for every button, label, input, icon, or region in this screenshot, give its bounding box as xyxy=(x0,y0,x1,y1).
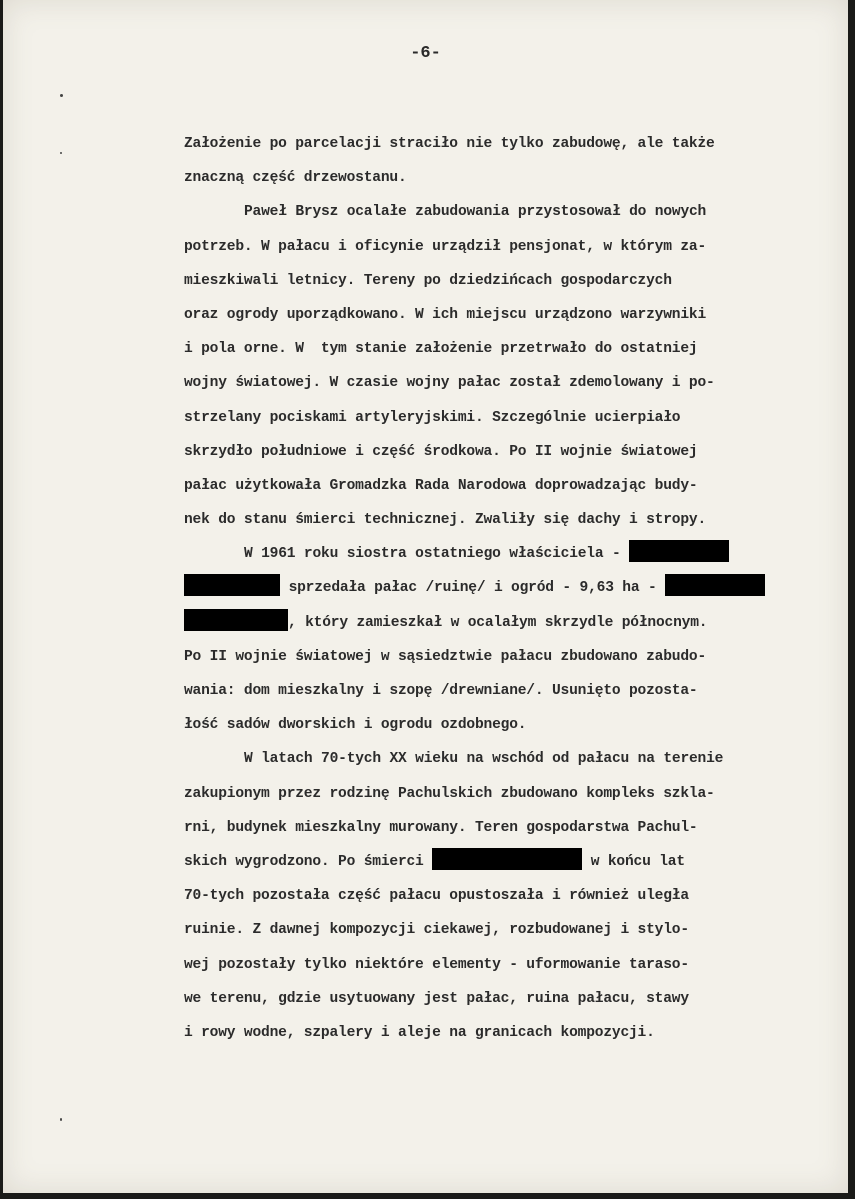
text-line: skrzydło południowe i część środkowa. Po II wojnie światowej xyxy=(184,443,698,460)
text-line: znaczną część drzewostanu. xyxy=(184,170,407,187)
text-line: nek do stanu śmierci technicznej. Zwaliły się dachy i stropy. xyxy=(184,512,707,529)
line-text: skich wygrodzono. Po śmierci xyxy=(184,853,424,870)
text-line xyxy=(184,195,829,229)
redaction-bar xyxy=(432,848,582,870)
text-line: 70-tych pozostała część pałacu opustoszała i również uległa xyxy=(184,888,689,905)
line-text: Paweł Brysz ocalałe zabudowania przystosował do nowych xyxy=(244,204,707,221)
text-line: wej pozostały tylko niektóre elementy - uformowanie taraso- xyxy=(184,956,689,973)
text-line: oraz ogrody uporządkowano. W ich miejscu urządzono warzywniki xyxy=(184,306,707,323)
text-line: łość sadów dworskich i ogrodu ozdobnego. xyxy=(184,717,527,734)
scan-speck xyxy=(60,152,62,154)
redaction-bar xyxy=(665,574,765,596)
text-line: Założenie po parcelacji straciło nie tylko zabudowę, ale także xyxy=(184,136,715,152)
redaction-bar xyxy=(629,540,729,562)
text-line xyxy=(184,571,829,605)
text-line: mieszkiwali letnicy. Tereny po dziedzińcach gospodarczych xyxy=(184,272,672,289)
body-text xyxy=(184,127,829,1050)
text-line: ruinie. Z dawnej kompozycji ciekawej, rozbudowanej i stylo- xyxy=(184,922,689,939)
redaction-bar xyxy=(184,609,288,631)
text-line: pałac użytkowała Gromadzka Rada Narodowa doprowadzając budy- xyxy=(184,477,698,494)
page-number: -6- xyxy=(410,44,441,63)
text-line xyxy=(184,845,829,879)
text-line: i rowy wodne, szpalery i aleje na granicach kompozycji. xyxy=(184,1024,655,1041)
scan-speck xyxy=(60,1118,62,1121)
line-text: W latach 70-tych XX wieku na wschód od pałacu na terenie xyxy=(244,751,724,768)
text-line: we terenu, gdzie usytuowany jest pałac, ruina pałacu, stawy xyxy=(184,990,689,1007)
scan-speck xyxy=(60,94,63,97)
text-line: i pola orne. W tym stanie założenie przetrwało do ostatniej xyxy=(184,341,698,358)
text-line: potrzeb. W pałacu i oficynie urządził pensjonat, w którym za- xyxy=(184,238,707,255)
text-line: Po II wojnie światowej w sąsiedztwie pałacu zbudowano zabudo- xyxy=(184,648,707,665)
line-text: w końcu lat xyxy=(590,853,685,870)
text-line: wania: dom mieszkalny i szopę /drewniane/. Usunięto pozosta- xyxy=(184,683,698,699)
text-line: rni, budynek mieszkalny murowany. Teren gospodarstwa Pachul- xyxy=(184,819,698,836)
text-line xyxy=(184,606,829,640)
text-line xyxy=(184,537,829,571)
text-line: wojny światowej. W czasie wojny pałac został zdemolowany i po- xyxy=(184,375,715,392)
document-page xyxy=(3,0,848,1193)
text-line: zakupionym przez rodzinę Pachulskich zbudowano kompleks szkla- xyxy=(184,785,715,802)
text-line: strzelany pociskami artyleryjskimi. Szczególnie ucierpiało xyxy=(184,409,681,426)
line-text: sprzedała pałac /ruinę/ i ogród - 9,63 ha - xyxy=(288,580,657,597)
text-line xyxy=(184,742,829,776)
redaction-bar xyxy=(184,574,280,596)
line-text: , który zamieszkał w ocalałym skrzydle północnym. xyxy=(288,614,708,631)
line-text: W 1961 roku siostra ostatniego właściciela - xyxy=(244,546,621,563)
